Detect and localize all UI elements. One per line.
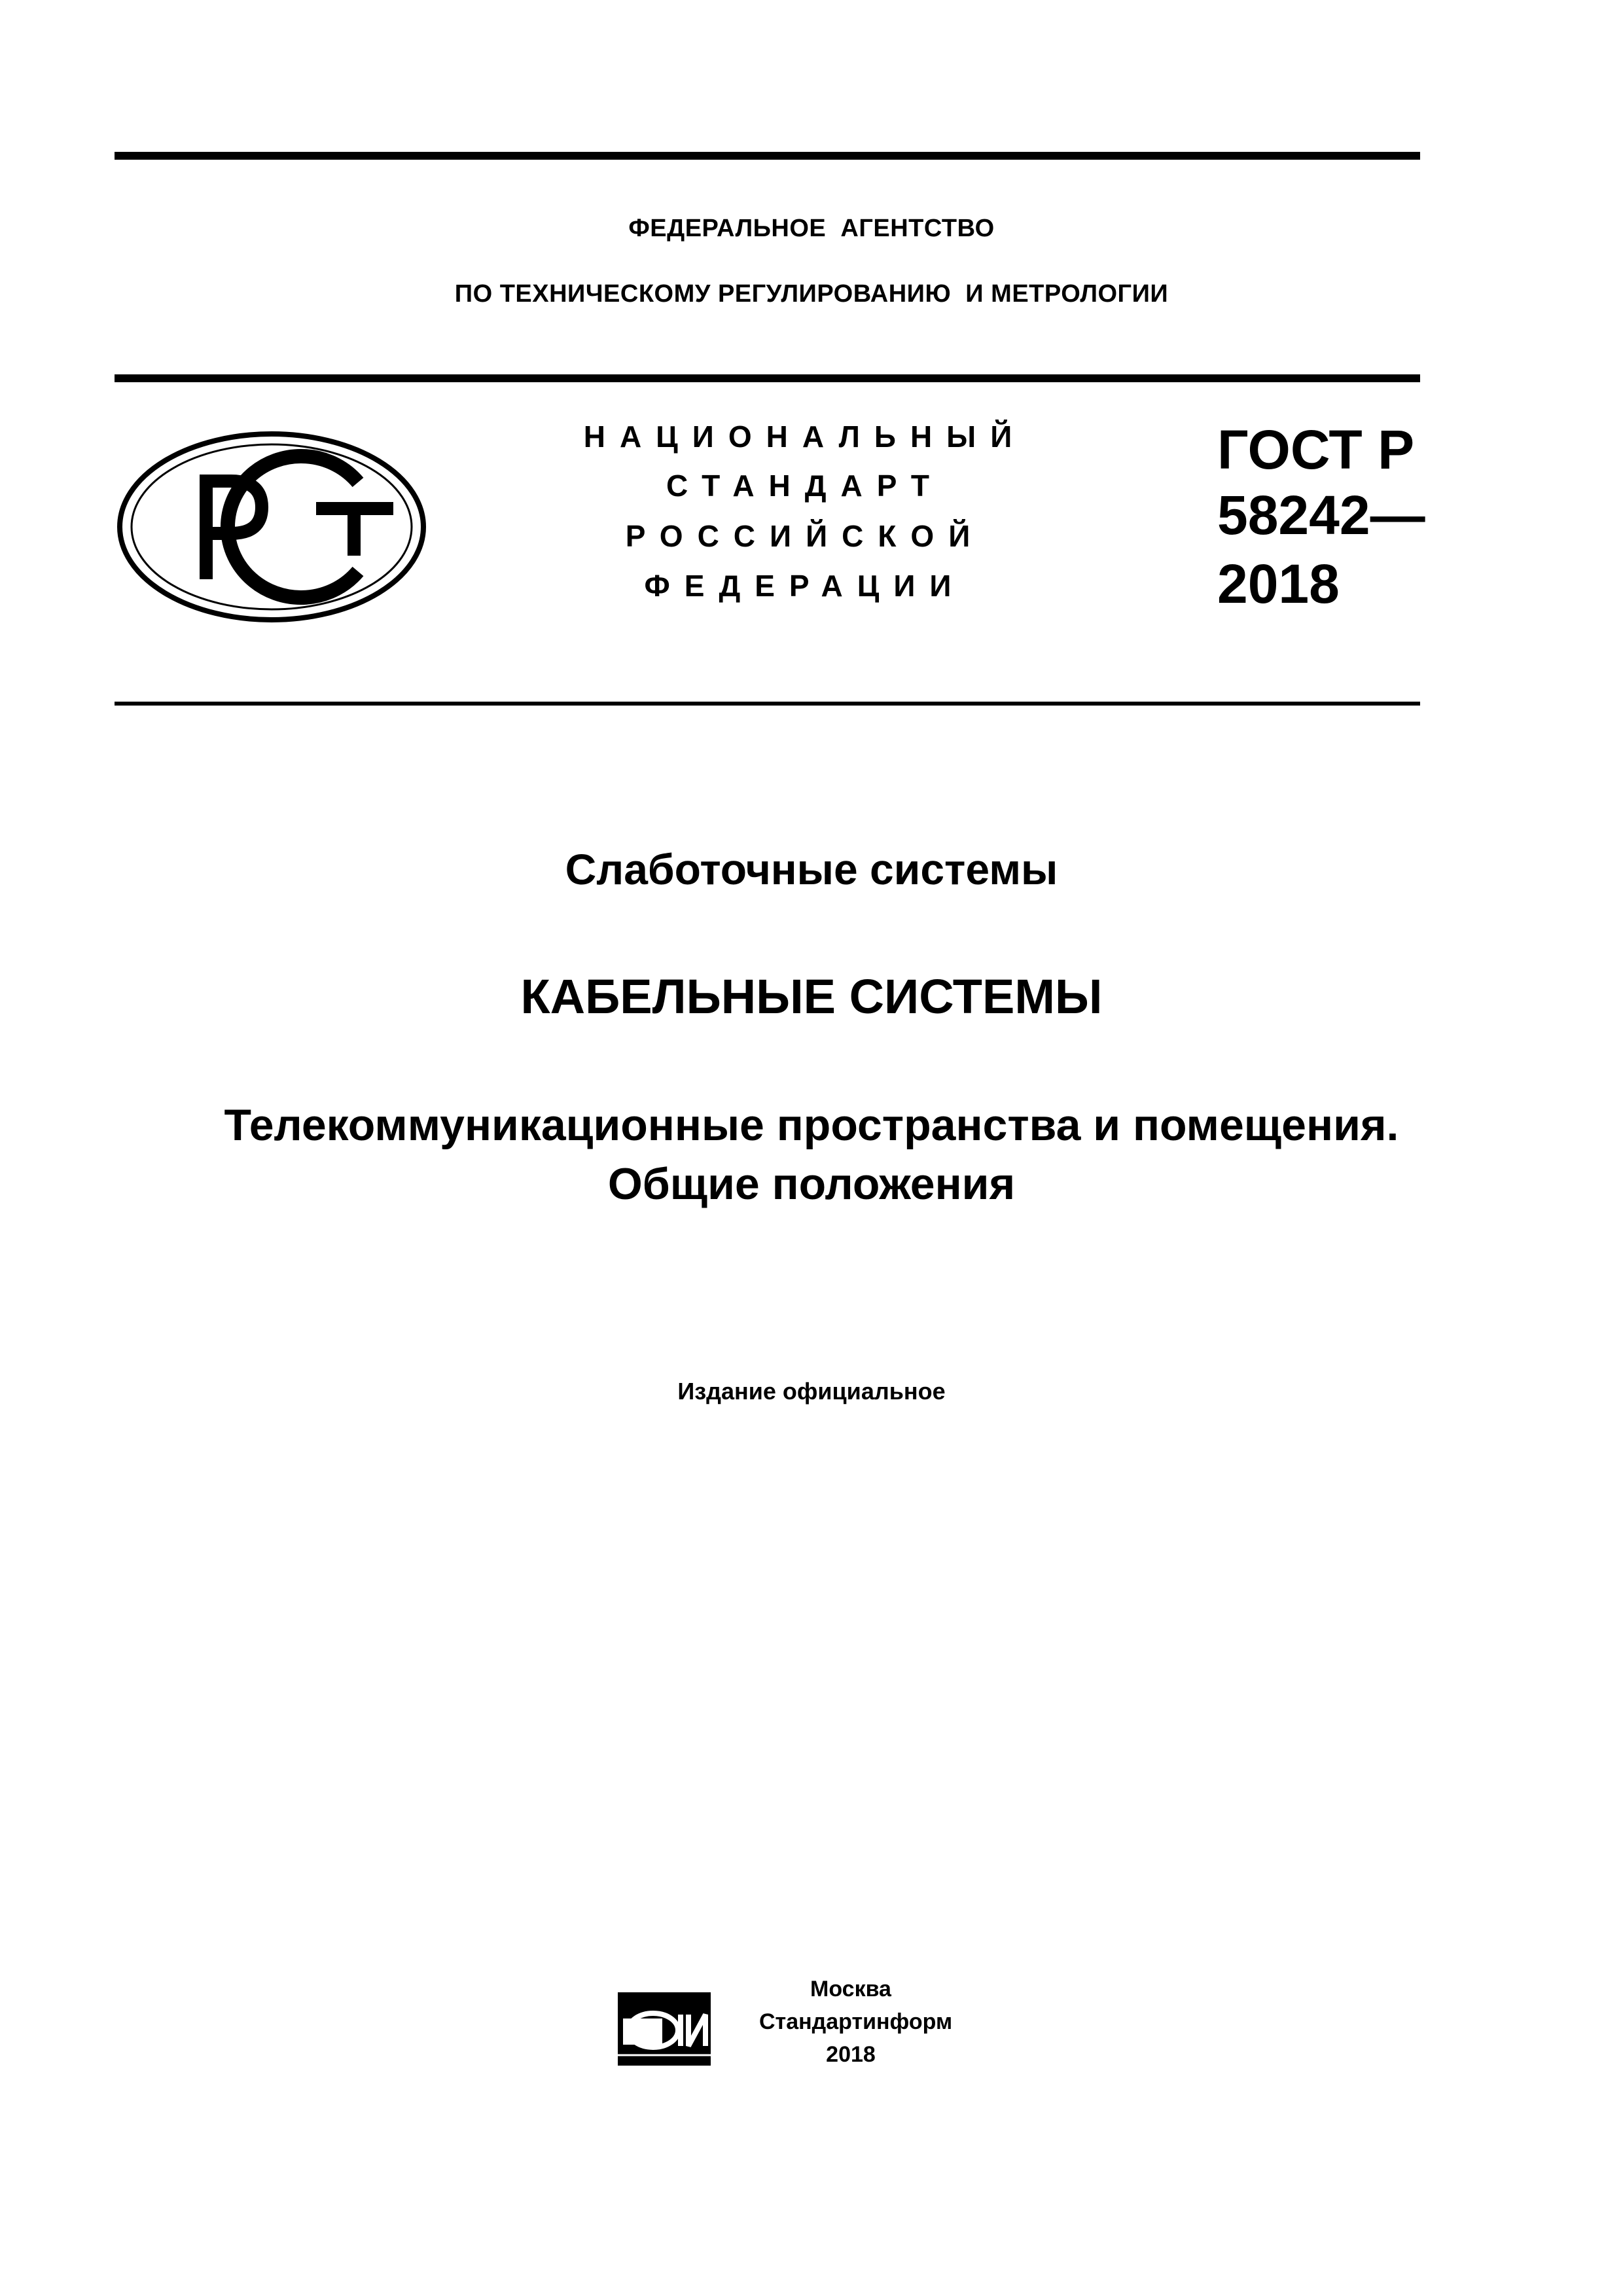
- top-rule: [115, 152, 1420, 160]
- gost-designation-line-1: ГОСТ Р: [1217, 419, 1415, 480]
- rst-certification-logo-icon: [115, 429, 429, 625]
- publisher-city: Москва: [810, 1977, 891, 2001]
- publisher-name: Стандартинформ: [759, 2009, 953, 2034]
- natl-standard-line-4: ФЕДЕРАЦИИ: [644, 569, 966, 603]
- natl-standard-line-2: СТАНДАРТ: [666, 469, 944, 503]
- document-subtitle: Слаботочные системы: [565, 845, 1058, 893]
- gost-designation-line-3: 2018: [1217, 553, 1340, 615]
- title-rule: [115, 702, 1420, 706]
- standartinform-logo-icon: [615, 1990, 713, 2068]
- natl-standard-line-1: НАЦИОНАЛЬНЫЙ: [583, 420, 1027, 454]
- header-rule: [115, 374, 1420, 382]
- agency-line-1: ФЕДЕРАЛЬНОЕ АГЕНТСТВО: [628, 215, 995, 242]
- natl-standard-line-3: РОССИЙСКОЙ: [625, 519, 985, 553]
- edition-note: Издание официальное: [677, 1378, 946, 1405]
- document-title: КАБЕЛЬНЫЕ СИСТЕМЫ: [520, 969, 1103, 1024]
- document-part-title-line-2: Общие положения: [607, 1159, 1016, 1209]
- gost-designation-line-2: 58242—: [1217, 484, 1425, 546]
- publisher-year: 2018: [826, 2042, 876, 2067]
- agency-line-2: ПО ТЕХНИЧЕСКОМУ РЕГУЛИРОВАНИЮ И МЕТРОЛОГИИ: [454, 280, 1169, 308]
- document-part-title-line-1: Телекоммуникационные пространства и помещения.: [224, 1100, 1399, 1150]
